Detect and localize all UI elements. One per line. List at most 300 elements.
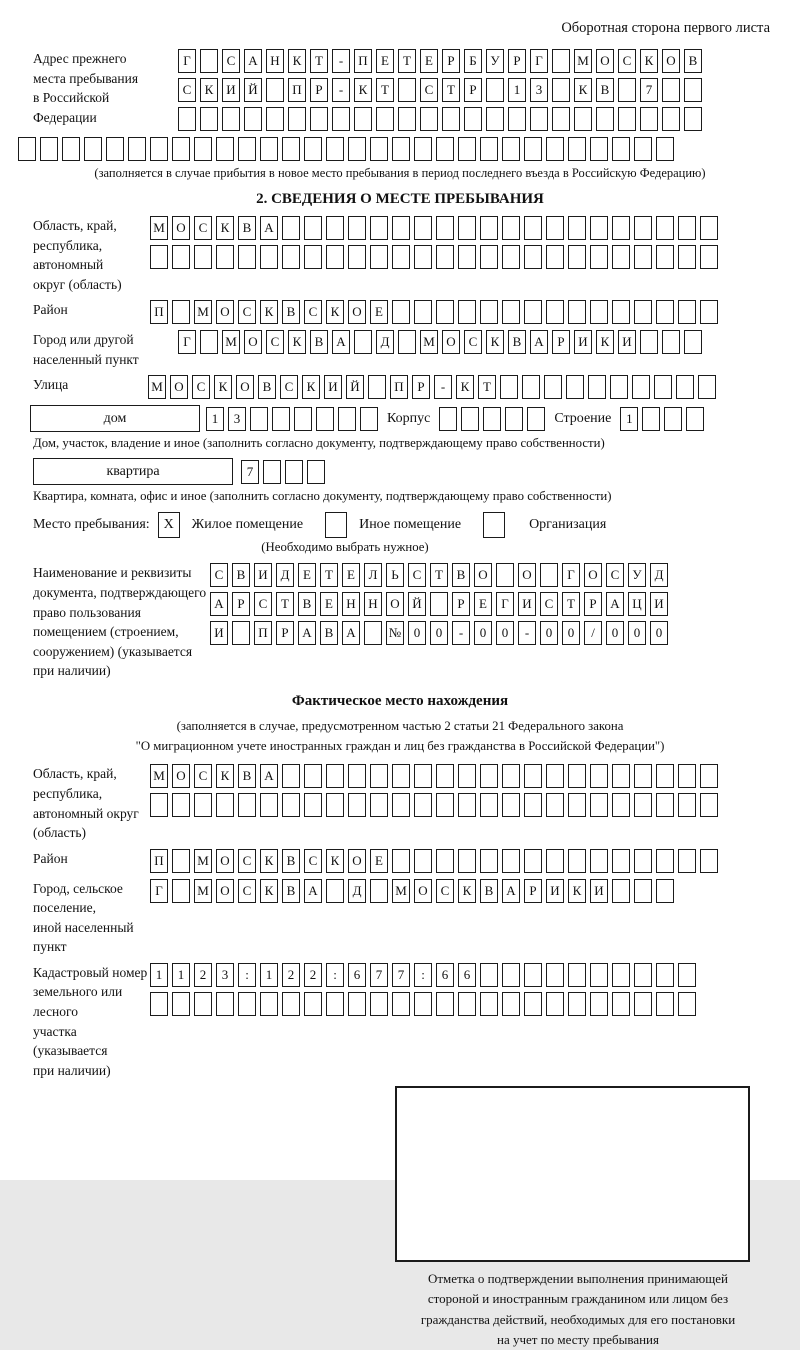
char-cell[interactable] (612, 300, 630, 324)
char-cell[interactable]: Р (310, 78, 328, 102)
char-cell[interactable]: О (386, 592, 404, 616)
char-cell[interactable]: Ц (628, 592, 646, 616)
char-cell[interactable] (436, 216, 454, 240)
char-cell[interactable]: О (662, 49, 680, 73)
char-cell[interactable] (612, 849, 630, 873)
char-cell[interactable]: С (192, 375, 210, 399)
char-cell[interactable]: В (684, 49, 702, 73)
char-cell[interactable]: Н (342, 592, 360, 616)
char-cell[interactable] (698, 375, 716, 399)
char-cell[interactable] (326, 216, 344, 240)
char-cell[interactable] (238, 137, 256, 161)
char-cell[interactable] (678, 245, 696, 269)
char-cell[interactable]: О (474, 563, 492, 587)
char-cell[interactable] (238, 992, 256, 1016)
char-cell[interactable] (612, 216, 630, 240)
char-cell[interactable] (172, 245, 190, 269)
char-cell[interactable] (414, 300, 432, 324)
char-cell[interactable] (568, 216, 586, 240)
char-cell[interactable] (568, 764, 586, 788)
char-cell[interactable] (524, 849, 542, 873)
char-cell[interactable] (590, 137, 608, 161)
char-cell[interactable] (310, 107, 328, 131)
char-cell[interactable] (282, 245, 300, 269)
char-cell[interactable] (656, 992, 674, 1016)
char-cell[interactable] (524, 793, 542, 817)
char-cell[interactable] (656, 137, 674, 161)
char-cell[interactable] (502, 764, 520, 788)
char-cell[interactable] (634, 879, 652, 903)
char-cell[interactable] (414, 793, 432, 817)
char-cell[interactable] (656, 793, 674, 817)
char-cell[interactable] (260, 793, 278, 817)
char-cell[interactable]: М (392, 879, 410, 903)
char-cell[interactable]: И (324, 375, 342, 399)
char-cell[interactable]: С (254, 592, 272, 616)
char-cell[interactable]: Г (530, 49, 548, 73)
char-cell[interactable] (458, 849, 476, 873)
char-cell[interactable]: С (436, 879, 454, 903)
char-cell[interactable] (238, 245, 256, 269)
char-cell[interactable]: И (574, 330, 592, 354)
char-cell[interactable]: Й (244, 78, 262, 102)
char-cell[interactable] (640, 107, 658, 131)
char-cell[interactable]: И (650, 592, 668, 616)
char-cell[interactable] (354, 107, 372, 131)
char-cell[interactable]: М (150, 216, 168, 240)
char-cell[interactable] (370, 992, 388, 1016)
char-cell[interactable]: К (216, 764, 234, 788)
char-cell[interactable] (436, 137, 454, 161)
char-cell[interactable] (618, 78, 636, 102)
char-cell[interactable]: К (486, 330, 504, 354)
char-cell[interactable]: М (194, 300, 212, 324)
char-cell[interactable] (656, 879, 674, 903)
char-cell[interactable] (238, 793, 256, 817)
char-cell[interactable] (458, 137, 476, 161)
char-cell[interactable] (398, 330, 416, 354)
char-cell[interactable]: К (214, 375, 232, 399)
char-cell[interactable]: В (596, 78, 614, 102)
char-cell[interactable] (590, 992, 608, 1016)
char-cell[interactable]: О (170, 375, 188, 399)
char-cell[interactable]: - (332, 49, 350, 73)
char-cell[interactable] (326, 992, 344, 1016)
char-cell[interactable]: 0 (496, 621, 514, 645)
char-cell[interactable] (414, 216, 432, 240)
char-cell[interactable] (106, 137, 124, 161)
char-cell[interactable]: 7 (640, 78, 658, 102)
char-cell[interactable]: А (298, 621, 316, 645)
char-cell[interactable] (178, 107, 196, 131)
char-cell[interactable] (590, 300, 608, 324)
char-cell[interactable]: Т (320, 563, 338, 587)
char-cell[interactable]: С (420, 78, 438, 102)
char-cell[interactable]: 0 (650, 621, 668, 645)
char-cell[interactable] (678, 793, 696, 817)
char-cell[interactable]: Р (452, 592, 470, 616)
char-cell[interactable] (414, 137, 432, 161)
char-cell[interactable] (436, 793, 454, 817)
char-cell[interactable] (612, 137, 630, 161)
char-cell[interactable]: Д (348, 879, 366, 903)
char-cell[interactable]: С (238, 849, 256, 873)
char-cell[interactable]: Л (364, 563, 382, 587)
char-cell[interactable]: С (280, 375, 298, 399)
char-cell[interactable] (172, 300, 190, 324)
char-cell[interactable]: О (442, 330, 460, 354)
char-cell[interactable]: В (282, 300, 300, 324)
char-cell[interactable]: А (304, 879, 322, 903)
char-cell[interactable] (656, 216, 674, 240)
char-cell[interactable]: П (354, 49, 372, 73)
char-cell[interactable]: К (260, 849, 278, 873)
char-cell[interactable] (392, 793, 410, 817)
char-cell[interactable] (480, 216, 498, 240)
char-cell[interactable] (656, 245, 674, 269)
char-cell[interactable]: О (172, 216, 190, 240)
char-cell[interactable]: Т (398, 49, 416, 73)
char-cell[interactable]: О (216, 849, 234, 873)
char-cell[interactable] (172, 849, 190, 873)
char-cell[interactable]: О (216, 879, 234, 903)
char-cell[interactable] (700, 300, 718, 324)
char-cell[interactable] (480, 793, 498, 817)
char-cell[interactable] (590, 793, 608, 817)
char-cell[interactable]: К (200, 78, 218, 102)
char-cell[interactable] (282, 137, 300, 161)
char-cell[interactable] (414, 245, 432, 269)
char-cell[interactable] (656, 849, 674, 873)
char-cell[interactable] (461, 407, 479, 431)
char-cell[interactable] (568, 245, 586, 269)
char-cell[interactable]: 2 (194, 963, 212, 987)
char-cell[interactable] (486, 78, 504, 102)
char-cell[interactable] (40, 137, 58, 161)
char-cell[interactable] (568, 137, 586, 161)
char-cell[interactable]: - (332, 78, 350, 102)
char-cell[interactable] (546, 764, 564, 788)
char-cell[interactable]: Р (584, 592, 602, 616)
char-cell[interactable] (527, 407, 545, 431)
char-cell[interactable] (662, 107, 680, 131)
char-cell[interactable] (194, 793, 212, 817)
char-cell[interactable] (634, 992, 652, 1016)
char-cell[interactable]: Д (276, 563, 294, 587)
char-cell[interactable] (544, 375, 562, 399)
char-cell[interactable]: А (210, 592, 228, 616)
char-cell[interactable]: К (326, 849, 344, 873)
char-cell[interactable] (62, 137, 80, 161)
char-cell[interactable]: К (568, 879, 586, 903)
char-cell[interactable] (546, 216, 564, 240)
char-cell[interactable] (700, 216, 718, 240)
char-cell[interactable] (480, 992, 498, 1016)
char-cell[interactable]: Т (276, 592, 294, 616)
char-cell[interactable] (250, 407, 268, 431)
char-cell[interactable] (590, 216, 608, 240)
char-cell[interactable]: Е (420, 49, 438, 73)
char-cell[interactable] (370, 245, 388, 269)
char-cell[interactable]: 0 (430, 621, 448, 645)
char-cell[interactable] (662, 78, 680, 102)
char-cell[interactable] (326, 245, 344, 269)
char-cell[interactable] (282, 992, 300, 1016)
char-cell[interactable] (500, 375, 518, 399)
char-cell[interactable] (524, 764, 542, 788)
char-cell[interactable]: И (590, 879, 608, 903)
char-cell[interactable]: С (238, 300, 256, 324)
char-cell[interactable]: С (194, 764, 212, 788)
char-cell[interactable] (546, 300, 564, 324)
char-cell[interactable]: А (332, 330, 350, 354)
char-cell[interactable] (84, 137, 102, 161)
char-cell[interactable]: Н (266, 49, 284, 73)
char-cell[interactable]: 1 (260, 963, 278, 987)
char-cell[interactable]: С (304, 849, 322, 873)
char-cell[interactable]: Р (464, 78, 482, 102)
char-cell[interactable]: Т (376, 78, 394, 102)
char-cell[interactable]: Т (430, 563, 448, 587)
char-cell[interactable] (656, 300, 674, 324)
char-cell[interactable] (370, 764, 388, 788)
char-cell[interactable]: Е (370, 849, 388, 873)
char-cell[interactable]: О (584, 563, 602, 587)
char-cell[interactable]: В (298, 592, 316, 616)
char-cell[interactable] (502, 245, 520, 269)
char-cell[interactable]: У (486, 49, 504, 73)
char-cell[interactable]: Е (370, 300, 388, 324)
char-cell[interactable] (684, 78, 702, 102)
char-cell[interactable]: Й (346, 375, 364, 399)
char-cell[interactable] (150, 992, 168, 1016)
char-cell[interactable] (430, 592, 448, 616)
char-cell[interactable] (678, 963, 696, 987)
char-cell[interactable] (272, 407, 290, 431)
char-cell[interactable] (458, 300, 476, 324)
char-cell[interactable] (18, 137, 36, 161)
char-cell[interactable] (596, 107, 614, 131)
char-cell[interactable] (200, 49, 218, 73)
char-cell[interactable] (436, 245, 454, 269)
apartment-type-box[interactable]: квартира (33, 458, 233, 485)
char-cell[interactable]: У (628, 563, 646, 587)
char-cell[interactable] (414, 764, 432, 788)
char-cell[interactable] (464, 107, 482, 131)
char-cell[interactable]: К (260, 300, 278, 324)
char-cell[interactable] (634, 849, 652, 873)
char-cell[interactable] (486, 107, 504, 131)
char-cell[interactable]: В (452, 563, 470, 587)
char-cell[interactable]: 7 (370, 963, 388, 987)
char-cell[interactable] (282, 764, 300, 788)
char-cell[interactable]: И (518, 592, 536, 616)
char-cell[interactable]: К (288, 49, 306, 73)
char-cell[interactable]: С (210, 563, 228, 587)
char-cell[interactable]: 3 (216, 963, 234, 987)
char-cell[interactable] (260, 137, 278, 161)
char-cell[interactable]: 6 (458, 963, 476, 987)
char-cell[interactable] (632, 375, 650, 399)
char-cell[interactable]: С (464, 330, 482, 354)
char-cell[interactable] (496, 563, 514, 587)
char-cell[interactable]: П (150, 849, 168, 873)
char-cell[interactable]: - (452, 621, 470, 645)
char-cell[interactable]: 3 (228, 407, 246, 431)
char-cell[interactable] (568, 963, 586, 987)
char-cell[interactable] (266, 107, 284, 131)
char-cell[interactable] (502, 300, 520, 324)
char-cell[interactable]: С (238, 879, 256, 903)
char-cell[interactable] (216, 793, 234, 817)
char-cell[interactable] (436, 849, 454, 873)
char-cell[interactable]: Г (496, 592, 514, 616)
char-cell[interactable]: 0 (562, 621, 580, 645)
char-cell[interactable]: С (304, 300, 322, 324)
char-cell[interactable]: П (254, 621, 272, 645)
char-cell[interactable] (194, 245, 212, 269)
char-cell[interactable] (676, 375, 694, 399)
char-cell[interactable]: 0 (606, 621, 624, 645)
char-cell[interactable] (612, 793, 630, 817)
char-cell[interactable]: Г (178, 330, 196, 354)
char-cell[interactable]: С (606, 563, 624, 587)
char-cell[interactable]: К (458, 879, 476, 903)
char-cell[interactable] (700, 764, 718, 788)
char-cell[interactable]: : (414, 963, 432, 987)
char-cell[interactable]: А (260, 764, 278, 788)
char-cell[interactable]: 3 (530, 78, 548, 102)
char-cell[interactable] (590, 764, 608, 788)
char-cell[interactable] (502, 849, 520, 873)
char-cell[interactable] (294, 407, 312, 431)
char-cell[interactable]: А (606, 592, 624, 616)
char-cell[interactable]: М (150, 764, 168, 788)
char-cell[interactable] (480, 245, 498, 269)
char-cell[interactable]: Т (310, 49, 328, 73)
char-cell[interactable]: В (258, 375, 276, 399)
char-cell[interactable] (480, 849, 498, 873)
char-cell[interactable] (150, 245, 168, 269)
char-cell[interactable] (612, 992, 630, 1016)
char-cell[interactable] (546, 245, 564, 269)
char-cell[interactable]: А (260, 216, 278, 240)
char-cell[interactable]: С (178, 78, 196, 102)
char-cell[interactable]: М (222, 330, 240, 354)
char-cell[interactable]: М (574, 49, 592, 73)
char-cell[interactable] (172, 992, 190, 1016)
char-cell[interactable] (656, 764, 674, 788)
char-cell[interactable] (552, 49, 570, 73)
char-cell[interactable]: П (150, 300, 168, 324)
char-cell[interactable] (634, 764, 652, 788)
char-cell[interactable] (150, 137, 168, 161)
char-cell[interactable] (566, 375, 584, 399)
char-cell[interactable]: К (260, 879, 278, 903)
checkbox-other-premises[interactable] (325, 512, 347, 538)
char-cell[interactable] (326, 764, 344, 788)
char-cell[interactable]: К (456, 375, 474, 399)
char-cell[interactable]: 1 (508, 78, 526, 102)
char-cell[interactable] (338, 407, 356, 431)
char-cell[interactable] (540, 563, 558, 587)
char-cell[interactable]: Р (276, 621, 294, 645)
char-cell[interactable] (590, 245, 608, 269)
char-cell[interactable] (392, 245, 410, 269)
char-cell[interactable] (502, 216, 520, 240)
char-cell[interactable]: В (238, 216, 256, 240)
char-cell[interactable] (678, 849, 696, 873)
char-cell[interactable] (700, 849, 718, 873)
char-cell[interactable]: Р (232, 592, 250, 616)
char-cell[interactable] (439, 407, 457, 431)
char-cell[interactable] (656, 963, 674, 987)
char-cell[interactable] (458, 216, 476, 240)
char-cell[interactable] (304, 764, 322, 788)
char-cell[interactable] (700, 793, 718, 817)
char-cell[interactable]: Б (464, 49, 482, 73)
char-cell[interactable]: К (574, 78, 592, 102)
char-cell[interactable] (285, 460, 303, 484)
char-cell[interactable] (368, 375, 386, 399)
char-cell[interactable] (266, 78, 284, 102)
char-cell[interactable] (588, 375, 606, 399)
char-cell[interactable] (524, 963, 542, 987)
char-cell[interactable] (200, 330, 218, 354)
char-cell[interactable]: В (508, 330, 526, 354)
char-cell[interactable]: Р (412, 375, 430, 399)
char-cell[interactable]: С (194, 216, 212, 240)
char-cell[interactable] (686, 407, 704, 431)
char-cell[interactable]: К (326, 300, 344, 324)
char-cell[interactable]: Р (552, 330, 570, 354)
char-cell[interactable] (414, 849, 432, 873)
char-cell[interactable] (260, 992, 278, 1016)
char-cell[interactable]: А (244, 49, 262, 73)
char-cell[interactable] (304, 245, 322, 269)
char-cell[interactable]: Р (524, 879, 542, 903)
char-cell[interactable] (332, 107, 350, 131)
char-cell[interactable] (436, 992, 454, 1016)
char-cell[interactable]: М (148, 375, 166, 399)
char-cell[interactable]: О (348, 849, 366, 873)
char-cell[interactable] (502, 793, 520, 817)
char-cell[interactable]: И (210, 621, 228, 645)
char-cell[interactable]: 2 (304, 963, 322, 987)
char-cell[interactable] (150, 793, 168, 817)
char-cell[interactable] (304, 137, 322, 161)
char-cell[interactable] (288, 107, 306, 131)
char-cell[interactable]: О (518, 563, 536, 587)
house-type-box[interactable]: дом (30, 405, 200, 432)
char-cell[interactable]: О (244, 330, 262, 354)
char-cell[interactable] (590, 849, 608, 873)
char-cell[interactable] (172, 793, 190, 817)
char-cell[interactable]: К (354, 78, 372, 102)
char-cell[interactable]: / (584, 621, 602, 645)
char-cell[interactable] (398, 78, 416, 102)
char-cell[interactable] (678, 992, 696, 1016)
char-cell[interactable] (370, 137, 388, 161)
char-cell[interactable] (304, 793, 322, 817)
char-cell[interactable] (348, 216, 366, 240)
char-cell[interactable] (348, 764, 366, 788)
char-cell[interactable] (307, 460, 325, 484)
char-cell[interactable]: А (530, 330, 548, 354)
char-cell[interactable] (700, 245, 718, 269)
char-cell[interactable]: К (288, 330, 306, 354)
char-cell[interactable]: К (302, 375, 320, 399)
